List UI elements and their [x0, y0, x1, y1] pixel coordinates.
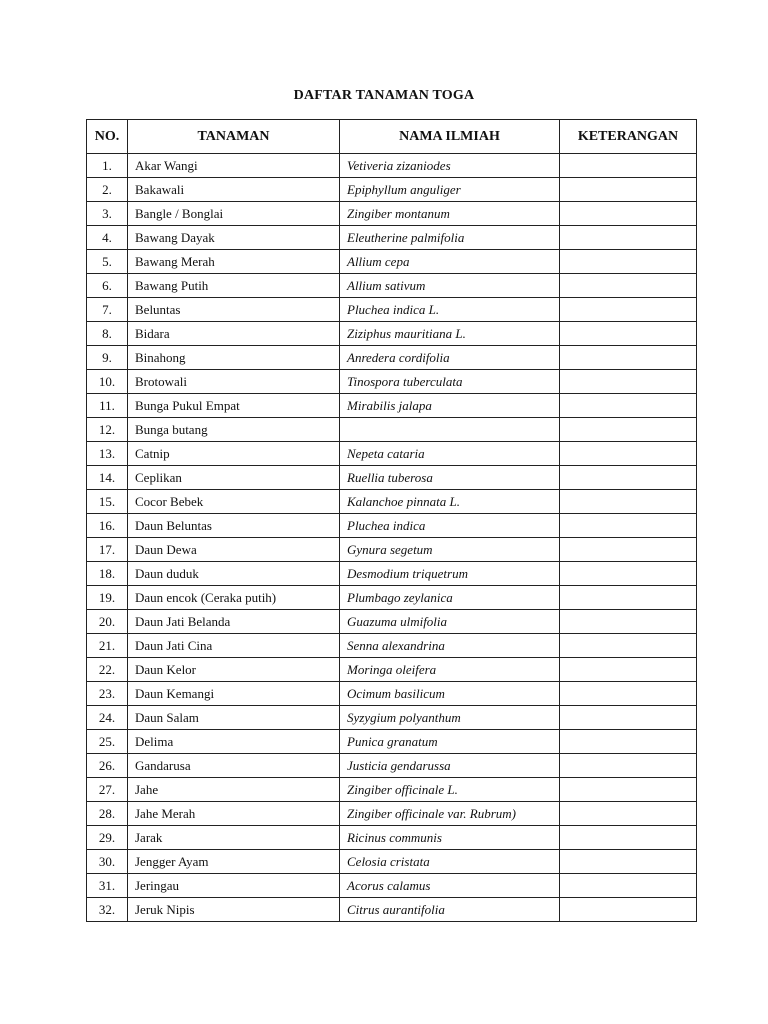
table-row	[87, 418, 697, 442]
tanaman-cell: Daun Dewa	[128, 538, 340, 562]
row-number-cell: 14.	[87, 466, 128, 490]
nama-ilmiah-cell: Kalanchoe pinnata L.	[340, 490, 560, 514]
nama-ilmiah-cell: Pluchea indica L.	[340, 298, 560, 322]
row-number-cell: 8.	[87, 322, 128, 346]
table-row	[87, 346, 697, 370]
tanaman-cell: Jahe	[128, 778, 340, 802]
table-row	[87, 178, 697, 202]
nama-ilmiah-cell: Zingiber montanum	[340, 202, 560, 226]
table-row	[87, 778, 697, 802]
keterangan-cell	[560, 634, 697, 658]
nama-ilmiah-cell: Zingiber officinale L.	[340, 778, 560, 802]
keterangan-cell	[560, 226, 697, 250]
row-number-cell: 15.	[87, 490, 128, 514]
table-row	[87, 898, 697, 922]
nama-ilmiah-cell: Pluchea indica	[340, 514, 560, 538]
keterangan-cell	[560, 442, 697, 466]
table-row	[87, 490, 697, 514]
row-number-cell: 20.	[87, 610, 128, 634]
nama-ilmiah-cell: Ocimum basilicum	[340, 682, 560, 706]
keterangan-cell	[560, 178, 697, 202]
row-number-cell: 26.	[87, 754, 128, 778]
nama-ilmiah-cell: Justicia gendarussa	[340, 754, 560, 778]
table-row	[87, 370, 697, 394]
table-row	[87, 394, 697, 418]
keterangan-cell	[560, 802, 697, 826]
keterangan-cell	[560, 250, 697, 274]
row-number-cell: 1.	[87, 154, 128, 178]
nama-ilmiah-cell: Ruellia tuberosa	[340, 466, 560, 490]
row-number-cell: 27.	[87, 778, 128, 802]
nama-ilmiah-cell: Mirabilis jalapa	[340, 394, 560, 418]
row-number-cell: 32.	[87, 898, 128, 922]
header-row	[87, 120, 697, 154]
nama-ilmiah-cell: Eleutherine palmifolia	[340, 226, 560, 250]
table-row	[87, 610, 697, 634]
keterangan-cell	[560, 586, 697, 610]
nama-ilmiah-cell: Celosia cristata	[340, 850, 560, 874]
nama-ilmiah-cell: Citrus aurantifolia	[340, 898, 560, 922]
keterangan-cell	[560, 874, 697, 898]
table-row	[87, 682, 697, 706]
tanaman-cell: Bunga Pukul Empat	[128, 394, 340, 418]
tanaman-cell: Daun Jati Belanda	[128, 610, 340, 634]
tanaman-cell: Jengger Ayam	[128, 850, 340, 874]
nama-ilmiah-cell: Ricinus communis	[340, 826, 560, 850]
keterangan-cell	[560, 754, 697, 778]
keterangan-cell	[560, 298, 697, 322]
keterangan-cell	[560, 490, 697, 514]
keterangan-cell	[560, 322, 697, 346]
nama-ilmiah-cell: Senna alexandrina	[340, 634, 560, 658]
tanaman-cell: Bangle / Bonglai	[128, 202, 340, 226]
table-row	[87, 586, 697, 610]
nama-ilmiah-cell	[340, 418, 560, 442]
row-number-cell: 3.	[87, 202, 128, 226]
keterangan-cell	[560, 706, 697, 730]
row-number-cell: 12.	[87, 418, 128, 442]
keterangan-cell	[560, 514, 697, 538]
tanaman-cell: Beluntas	[128, 298, 340, 322]
nama-ilmiah-cell: Guazuma ulmifolia	[340, 610, 560, 634]
row-number-cell: 31.	[87, 874, 128, 898]
tanaman-cell: Daun Salam	[128, 706, 340, 730]
table-row	[87, 298, 697, 322]
table-row	[87, 274, 697, 298]
nama-ilmiah-cell: Moringa oleifera	[340, 658, 560, 682]
tanaman-cell: Jahe Merah	[128, 802, 340, 826]
tanaman-cell: Jeruk Nipis	[128, 898, 340, 922]
tanaman-cell: Bawang Dayak	[128, 226, 340, 250]
keterangan-cell	[560, 418, 697, 442]
table-row	[87, 850, 697, 874]
table-header	[87, 120, 697, 154]
tanaman-cell: Jeringau	[128, 874, 340, 898]
table-row	[87, 202, 697, 226]
keterangan-cell	[560, 610, 697, 634]
row-number-cell: 21.	[87, 634, 128, 658]
nama-ilmiah-cell: Allium cepa	[340, 250, 560, 274]
nama-ilmiah-cell: Vetiveria zizaniodes	[340, 154, 560, 178]
keterangan-cell	[560, 850, 697, 874]
table-row	[87, 538, 697, 562]
nama-ilmiah-cell: Desmodium triquetrum	[340, 562, 560, 586]
table-row	[87, 754, 697, 778]
nama-ilmiah-cell: Ziziphus mauritiana L.	[340, 322, 560, 346]
row-number-cell: 5.	[87, 250, 128, 274]
nama-ilmiah-cell: Syzygium polyanthum	[340, 706, 560, 730]
tanaman-cell: Daun Kemangi	[128, 682, 340, 706]
table-row	[87, 658, 697, 682]
tanaman-cell: Daun Jati Cina	[128, 634, 340, 658]
tanaman-cell: Daun Kelor	[128, 658, 340, 682]
table-row	[87, 874, 697, 898]
table-row	[87, 514, 697, 538]
keterangan-cell	[560, 898, 697, 922]
row-number-cell: 16.	[87, 514, 128, 538]
keterangan-cell	[560, 346, 697, 370]
row-number-cell: 11.	[87, 394, 128, 418]
row-number-cell: 9.	[87, 346, 128, 370]
row-number-cell: 10.	[87, 370, 128, 394]
tanaman-cell: Bawang Putih	[128, 274, 340, 298]
nama-ilmiah-cell: Zingiber officinale var. Rubrum)	[340, 802, 560, 826]
tanaman-cell: Daun Beluntas	[128, 514, 340, 538]
keterangan-cell	[560, 682, 697, 706]
plant-table	[86, 119, 697, 922]
table-row	[87, 706, 697, 730]
row-number-cell: 23.	[87, 682, 128, 706]
table-row	[87, 250, 697, 274]
tanaman-cell: Binahong	[128, 346, 340, 370]
tanaman-cell: Daun encok (Ceraka putih)	[128, 586, 340, 610]
nama-ilmiah-cell: Gynura segetum	[340, 538, 560, 562]
table-row	[87, 562, 697, 586]
row-number-cell: 29.	[87, 826, 128, 850]
row-number-cell: 18.	[87, 562, 128, 586]
table-row	[87, 826, 697, 850]
nama-ilmiah-cell: Acorus calamus	[340, 874, 560, 898]
nama-ilmiah-cell: Tinospora tuberculata	[340, 370, 560, 394]
keterangan-cell	[560, 826, 697, 850]
table-row	[87, 802, 697, 826]
table-row	[87, 154, 697, 178]
table-row	[87, 730, 697, 754]
tanaman-cell: Bawang Merah	[128, 250, 340, 274]
header-tanaman: TANAMAN	[128, 120, 340, 154]
row-number-cell: 4.	[87, 226, 128, 250]
tanaman-cell: Bunga butang	[128, 418, 340, 442]
nama-ilmiah-cell: Nepeta cataria	[340, 442, 560, 466]
tanaman-cell: Brotowali	[128, 370, 340, 394]
nama-ilmiah-cell: Punica granatum	[340, 730, 560, 754]
tanaman-cell: Delima	[128, 730, 340, 754]
row-number-cell: 24.	[87, 706, 128, 730]
row-number-cell: 22.	[87, 658, 128, 682]
row-number-cell: 30.	[87, 850, 128, 874]
table-row	[87, 442, 697, 466]
table-row	[87, 466, 697, 490]
keterangan-cell	[560, 778, 697, 802]
keterangan-cell	[560, 658, 697, 682]
page-title: DAFTAR TANAMAN TOGA	[293, 88, 475, 103]
nama-ilmiah-cell: Plumbago zeylanica	[340, 586, 560, 610]
row-number-cell: 28.	[87, 802, 128, 826]
row-number-cell: 2.	[87, 178, 128, 202]
keterangan-cell	[560, 730, 697, 754]
keterangan-cell	[560, 538, 697, 562]
tanaman-cell: Bidara	[128, 322, 340, 346]
header-nama-ilmiah: NAMA ILMIAH	[340, 120, 560, 154]
keterangan-cell	[560, 394, 697, 418]
tanaman-cell: Jarak	[128, 826, 340, 850]
tanaman-cell: Gandarusa	[128, 754, 340, 778]
nama-ilmiah-cell: Anredera cordifolia	[340, 346, 560, 370]
keterangan-cell	[560, 466, 697, 490]
header-keterangan: KETERANGAN	[560, 120, 697, 154]
tanaman-cell: Ceplikan	[128, 466, 340, 490]
table-row	[87, 226, 697, 250]
tanaman-cell: Daun duduk	[128, 562, 340, 586]
keterangan-cell	[560, 370, 697, 394]
tanaman-cell: Catnip	[128, 442, 340, 466]
table-body	[87, 154, 697, 922]
keterangan-cell	[560, 562, 697, 586]
tanaman-cell: Akar Wangi	[128, 154, 340, 178]
tanaman-cell: Cocor Bebek	[128, 490, 340, 514]
keterangan-cell	[560, 202, 697, 226]
keterangan-cell	[560, 154, 697, 178]
nama-ilmiah-cell: Epiphyllum anguliger	[340, 178, 560, 202]
row-number-cell: 7.	[87, 298, 128, 322]
row-number-cell: 19.	[87, 586, 128, 610]
keterangan-cell	[560, 274, 697, 298]
table-row	[87, 634, 697, 658]
row-number-cell: 17.	[87, 538, 128, 562]
nama-ilmiah-cell: Allium sativum	[340, 274, 560, 298]
tanaman-cell: Bakawali	[128, 178, 340, 202]
row-number-cell: 6.	[87, 274, 128, 298]
table-row	[87, 322, 697, 346]
row-number-cell: 13.	[87, 442, 128, 466]
header-no: NO.	[87, 120, 128, 154]
row-number-cell: 25.	[87, 730, 128, 754]
